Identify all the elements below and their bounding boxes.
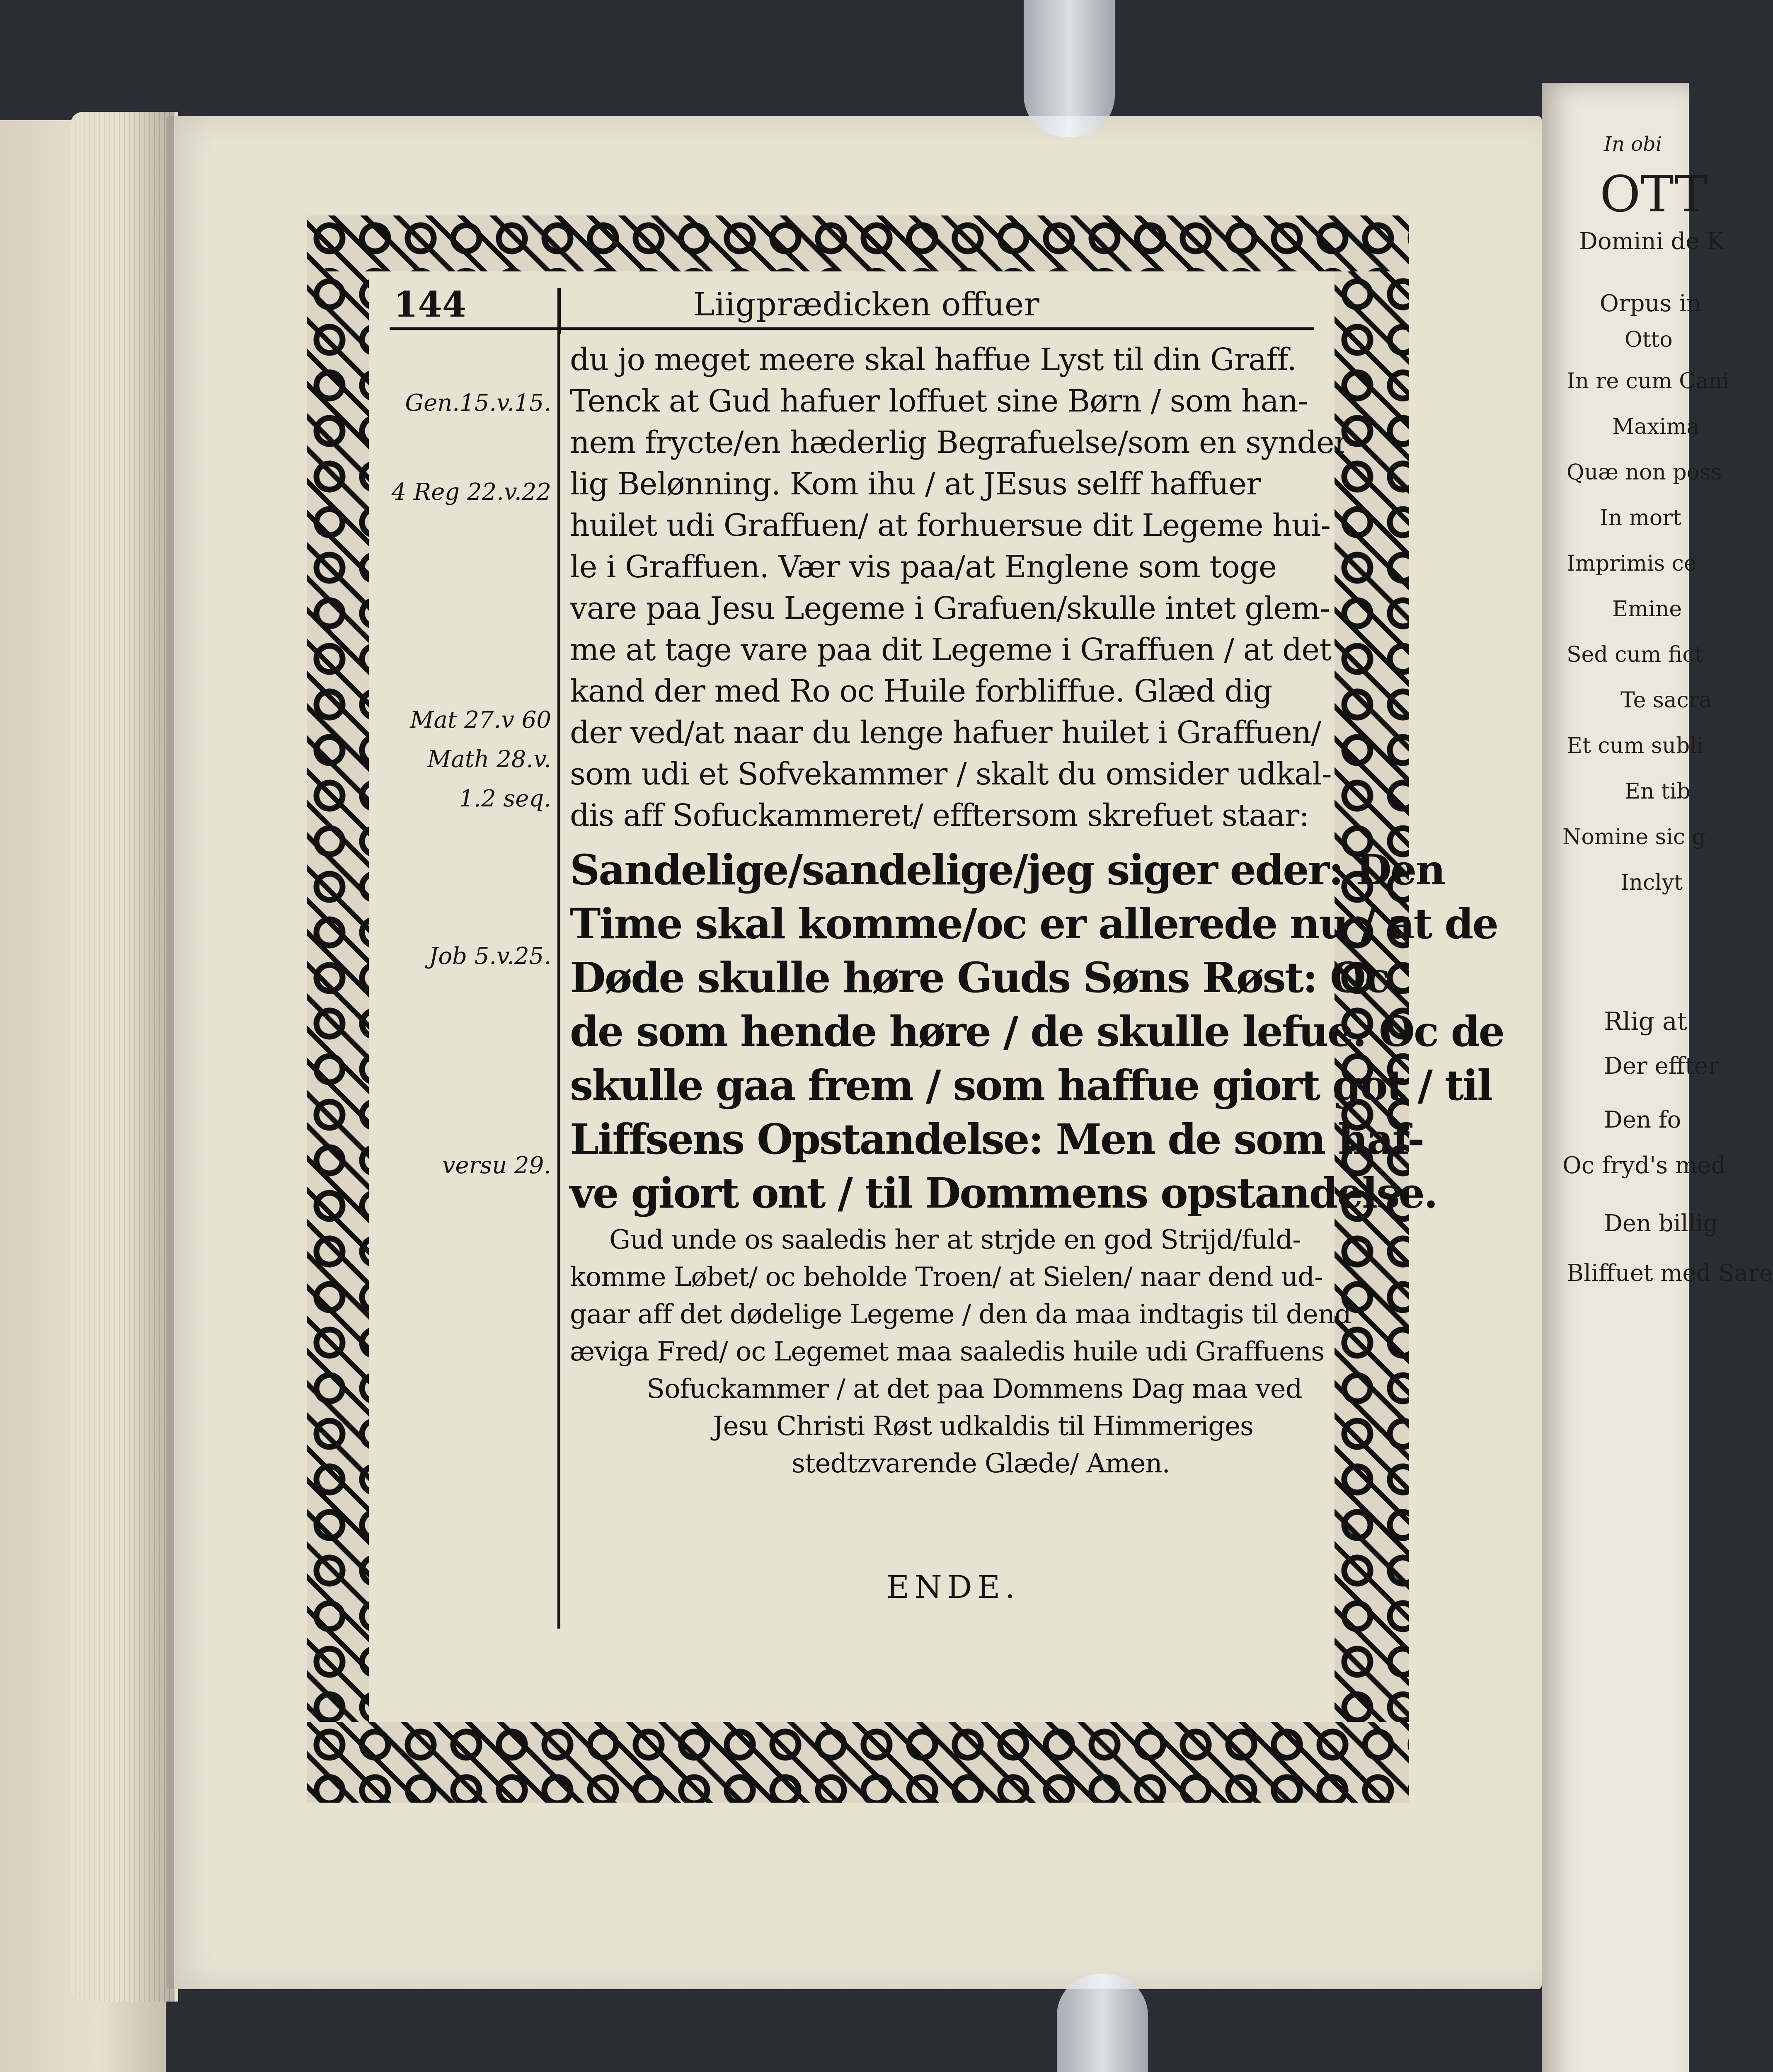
spine-shadow (124, 112, 174, 2002)
scripture-line: skulle gaa frem / som haffue giort got / til (570, 1061, 1492, 1110)
facing-line: In obi (1604, 133, 1662, 156)
facing-line: Nomine sic g (1562, 825, 1706, 850)
body-line: du jo meget meere skal haffue Lyst til din Graff. (570, 342, 1297, 378)
margin-note: Gen.15.v.15. (405, 390, 551, 416)
ende-mark: ENDE. (886, 1569, 1020, 1605)
body-line: dis aff Sofuckammeret/ efftersom skrefuet staar: (570, 798, 1309, 833)
facing-line: Den billig (1604, 1210, 1718, 1237)
body-line: le i Graffuen. Vær vis paa/at Englene som toge (570, 549, 1276, 585)
header-divider (557, 288, 561, 334)
margin-note: 4 Reg 22.v.22 (391, 479, 551, 506)
margin-note: 1.2 seq. (459, 785, 551, 812)
closing-prayer-line: stedtzvarende Glæde/ Amen. (792, 1448, 1170, 1479)
closing-prayer-line: Jesu Christi Røst udkaldis til Himmeriges (713, 1411, 1253, 1442)
closing-prayer-line: komme Løbet/ oc beholde Troen/ at Sielen/ naar dend ud- (570, 1262, 1323, 1293)
facing-line: Emine (1612, 597, 1682, 622)
facing-line: Otto (1625, 327, 1673, 352)
margin-note: Mat 27.v 60 (410, 707, 551, 733)
ornament-band-top (307, 215, 1409, 271)
facing-line: En tib (1625, 779, 1691, 804)
scripture-line: Liffsens Opstandelse: Men de som haf- (570, 1115, 1424, 1164)
facing-line: Orpus in (1600, 290, 1702, 317)
margin-column-rule (557, 332, 560, 1629)
facing-line: Imprimis ce (1567, 551, 1697, 576)
facing-line: Bliffuet med Sare (1567, 1260, 1773, 1287)
scripture-line: ve giort ont / til Dommens opstandelse. (570, 1169, 1437, 1218)
ornament-band-bottom (307, 1722, 1409, 1803)
body-line: lig Belønning. Kom ihu / at JEsus selff haffuer (570, 466, 1261, 502)
running-head: Liigprædicken offuer (693, 286, 1039, 323)
body-line: nem frycte/en hæderlig Begrafuelse/som en synder- (570, 425, 1358, 460)
closing-prayer-line: gaar aff det dødelige Legeme / den da maa indtagis til dend (570, 1299, 1351, 1330)
ornament-band-left (307, 271, 369, 1722)
facing-line: Oc fryd's med (1562, 1152, 1726, 1179)
facing-line: Et cum subli (1567, 733, 1704, 758)
facing-line: Maxima (1612, 414, 1700, 439)
margin-note: versu 29. (442, 1152, 551, 1179)
closing-prayer-line: Sofuckammer / at det paa Dommens Dag maa ved (647, 1374, 1302, 1404)
facing-page (1542, 83, 1773, 2072)
body-line: vare paa Jesu Legeme i Grafuen/skulle intet glem- (570, 591, 1330, 626)
closing-prayer-line: Gud unde os saaledis her at strjde en god Strijd/fuld- (609, 1225, 1301, 1255)
facing-line: In re cum Cani (1567, 369, 1729, 394)
scripture-line: Time skal komme/oc er allerede nu / at de (570, 899, 1498, 948)
facing-line: OTT (1600, 166, 1708, 223)
body-line: huilet udi Graffuen/ at forhuersue dit Legeme hui- (570, 508, 1330, 543)
margin-note: Job 5.v.25. (429, 943, 551, 970)
body-line: kand der med Ro oc Huile forbliffue. Glæd dig (570, 673, 1272, 709)
facing-line: Sed cum fict (1567, 642, 1703, 667)
facing-line: Quæ non poss (1567, 460, 1722, 485)
closing-prayer-line: æviga Fred/ oc Legemet maa saaledis huile udi Graffuens (570, 1336, 1325, 1367)
facing-line: In mort (1600, 506, 1681, 530)
body-line: Tenck at Gud hafuer loffuet sine Børn / som han- (570, 383, 1308, 419)
text-block (369, 271, 1504, 1722)
facing-line: Der effter (1604, 1053, 1719, 1080)
header-rule (390, 327, 1314, 330)
body-line: me at tage vare paa dit Legeme i Graffuen / at det (570, 632, 1331, 668)
facing-line: Den fo (1604, 1106, 1681, 1133)
facing-line: Inclyt (1620, 870, 1683, 895)
scripture-line: de som hende høre / de skulle lefue. Oc de (570, 1007, 1504, 1056)
body-line: der ved/at naar du lenge hafuer huilet i Graffuen/ (570, 715, 1321, 750)
scripture-line: Døde skulle høre Guds Søns Røst: Oc (570, 953, 1389, 1002)
facing-line: Te sacra (1620, 688, 1712, 713)
ornamental-frame (307, 215, 1504, 1803)
facing-line: Rlig at (1604, 1007, 1687, 1036)
body-line: som udi et Sofvekammer / skalt du omsider udkal- (570, 756, 1332, 792)
book-clip-bottom (1057, 1974, 1148, 2072)
page-number: 144 (394, 284, 467, 325)
scripture-line: Sandelige/sandelige/jeg siger eder: Den (570, 845, 1445, 894)
book-clip-top (1024, 0, 1115, 137)
margin-note: Math 28.v. (427, 746, 551, 773)
facing-line: Domini de K (1579, 228, 1725, 255)
